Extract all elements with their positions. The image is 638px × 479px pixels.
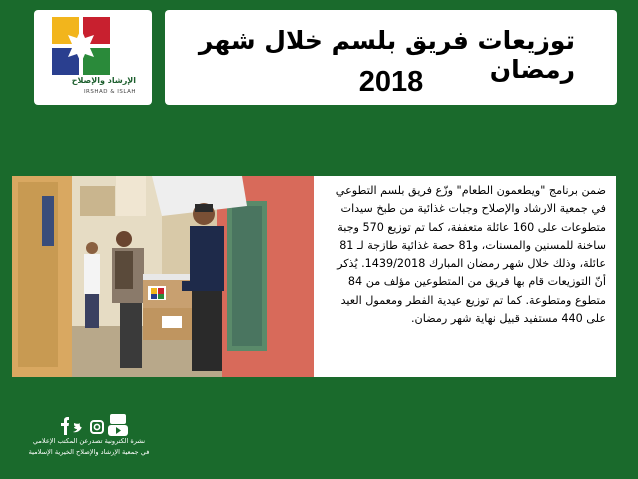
page-title-year: 2018 [358,66,424,98]
youtube-icon[interactable] [108,414,128,436]
content-card [12,176,616,377]
logo-card [34,10,152,105]
logo-arabic-name: الإرشاد والإصلاح [71,76,136,85]
footer-line-1: نشرة الكترونية تصدرعن المكتب الإعلامي [32,437,146,445]
distribution-photo [12,176,314,377]
instagram-icon[interactable] [91,421,103,433]
page-title: توزيعات فريق بلسم خلال شهر رمضان [198,26,575,84]
title-card [165,10,617,105]
social-icons [58,413,128,437]
logo-english-name: IRSHAD & ISLAH [83,89,136,95]
footer-credit [26,436,152,458]
article-body: ضمن برنامج "ويطعمون الطعام" وزّع فريق بلسم التطوعي في جمعية الارشاد والإصلاح وجبات غذائية من طبخ سيدات متطوعات على 160 عائلة متعففة، كما تم توزيع 570 وجبة ساخنة للمسنين والمسنات، و81 حصة غذائية طازجة لـ 81 عائلة، وذلك خلال شهر رمضان المبارك 1439/2018. يُذكر أنّ التوزيعات قام بها فريق من المتطوعين مؤلف من 84 متطوع ومتطوعة. كما تم توزيع عيدية الفطر ومعمول العيد على 440 مستفيد قبيل نهاية شهر رمضان. [335,184,606,326]
footer-line-2: في جمعية الإرشاد والإصلاح الخيرية الإسلامية [28,448,150,456]
distribution-photo-illustration [12,176,314,377]
twitter-icon[interactable] [73,423,82,432]
irshad-islah-logo [52,17,110,75]
facebook-icon[interactable] [61,417,69,435]
